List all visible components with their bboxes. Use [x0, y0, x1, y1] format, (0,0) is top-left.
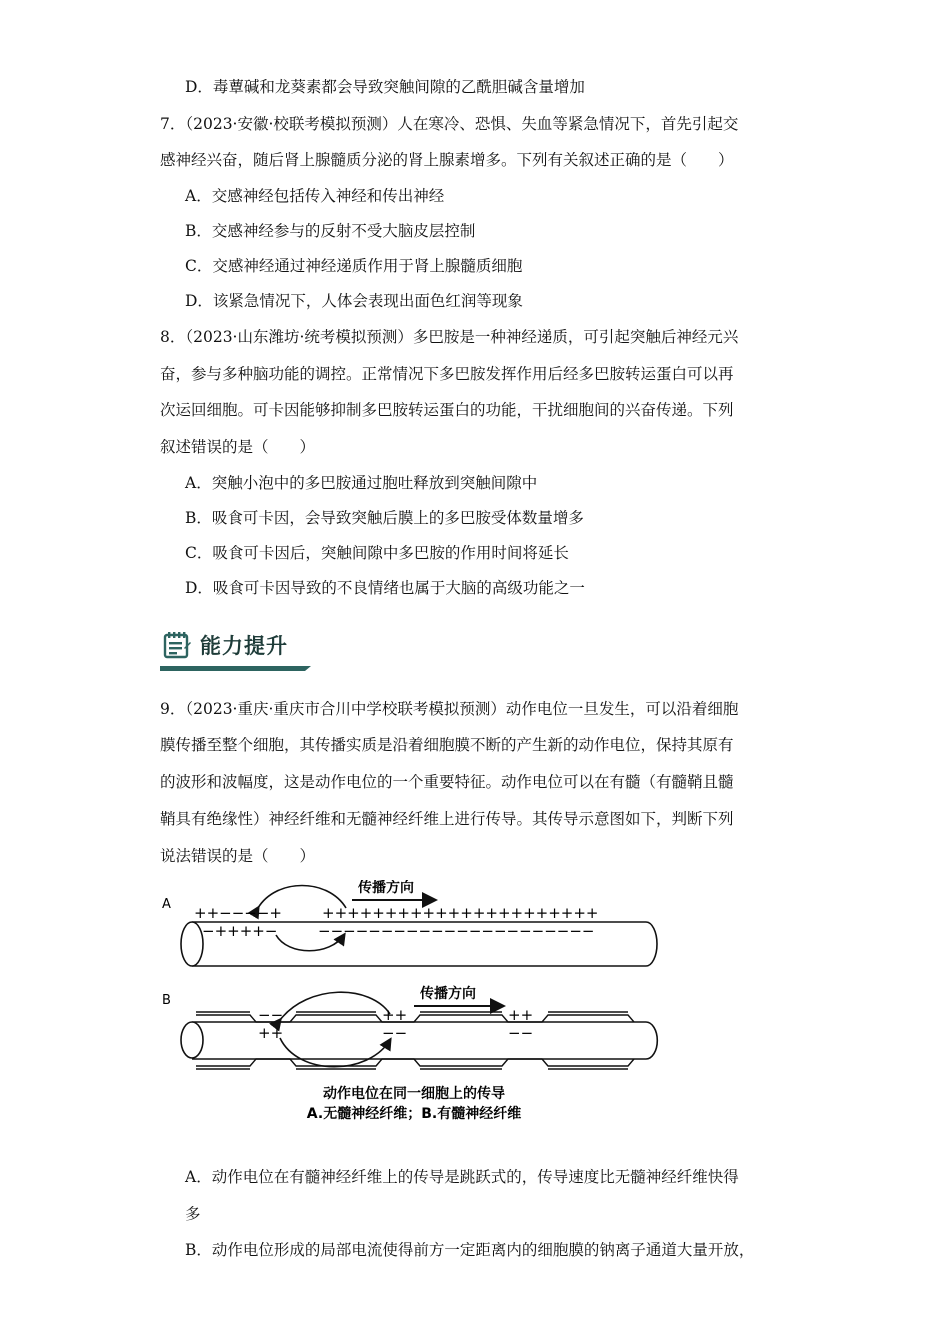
q7-option-b: B．交感神经参与的反射不受大脑皮层控制	[185, 222, 476, 240]
q9-option-a-line2: 多	[185, 1205, 201, 1223]
q9-stem-line5: 说法错误的是（ ）	[160, 847, 316, 865]
q7-option-c: C．交感神经通过神经递质作用于肾上腺髓质细胞	[185, 257, 523, 275]
figure-caption-line2: A.无髓神经纤维；B.有髓神经纤维	[306, 1106, 522, 1122]
q8-stem-line1: 8．（2023·山东潍坊·统考模拟预测）多巴胺是一种神经递质，可引起突触后神经元兴	[160, 328, 739, 346]
b-charges-bottom-1: ++	[258, 1024, 284, 1042]
fiber-a-end	[181, 922, 203, 966]
current-arrow-b-bottom	[280, 1038, 390, 1067]
notebook-icon	[162, 631, 192, 659]
q7-option-a: A．交感神经包括传入神经和传出神经	[185, 187, 445, 205]
b-charges-top-3: ++	[508, 1006, 534, 1024]
section-underline	[160, 666, 305, 671]
label-b: B	[162, 993, 171, 1008]
b-charges-bottom-2: −−	[382, 1024, 408, 1042]
q9-stem-line4: 鞘具有绝缘性）神经纤维和无髓神经纤维上进行传导。其传导示意图如下，判断下列	[160, 810, 734, 828]
direction-label-a: 传播方向	[358, 880, 414, 896]
q8-option-d: D．吸食可卡因导致的不良情绪也属于大脑的高级功能之一	[185, 579, 585, 597]
b-charges-top-1: −−	[258, 1006, 284, 1024]
q8-stem-line3: 次运回细胞。可卡因能够抑制多巴胺转运蛋白的功能，干扰细胞间的兴奋传递。下列	[160, 401, 734, 419]
q7-stem-line1: 7．（2023·安徽·校联考模拟预测）人在寒冷、恐惧、失血等紧急情况下，首先引起交	[160, 115, 739, 133]
fiber-b-end	[181, 1022, 203, 1058]
q9-stem-line2: 膜传播至整个细胞，其传播实质是沿着细胞膜不断的产生新的动作电位，保持其原有	[160, 736, 734, 754]
q8-stem-line2: 奋，参与多种脑功能的调控。正常情况下多巴胺发挥作用后经多巴胺转运蛋白可以再	[160, 365, 734, 383]
direction-label-b: 传播方向	[420, 986, 476, 1002]
q9-stem-line1: 9．（2023·重庆·重庆市合川中学校联考模拟预测）动作电位一旦发生，可以沿着细胞	[160, 700, 739, 718]
q6-option-d: D．毒蕈碱和龙葵素都会导致突触间隙的乙酰胆碱含量增加	[185, 78, 585, 96]
label-a: A	[162, 897, 171, 912]
a-charges-bottom-left: −++++−	[202, 922, 278, 940]
q8-stem-line4: 叙述错误的是（ ）	[160, 438, 316, 456]
q8-option-c: C．吸食可卡因后，突触间隙中多巴胺的作用时间将延长	[185, 544, 569, 562]
q7-stem-line2: 感神经兴奋，随后肾上腺髓质分泌的肾上腺素增多。下列有关叙述正确的是（ ）	[160, 151, 734, 169]
q8-option-a: A．突触小泡中的多巴胺通过胞吐释放到突触间隙中	[185, 474, 538, 492]
b-charges-top-2: ++	[382, 1006, 408, 1024]
q7-option-d: D．该紧急情况下，人体会表现出面色红润等现象	[185, 292, 523, 310]
b-charges-bottom-3: −−	[508, 1024, 534, 1042]
q9-option-a-line1: A．动作电位在有髓神经纤维上的传导是跳跃式的，传导速度比无髓神经纤维快得	[185, 1168, 739, 1186]
q9-stem-line3: 的波形和波幅度，这是动作电位的一个重要特征。动作电位可以在有髓（有髓鞘且髓	[160, 773, 734, 791]
section-title: 能力提升	[200, 634, 288, 658]
figure-caption-line1: 动作电位在同一细胞上的传导	[323, 1086, 505, 1102]
a-charges-top-left: ++−−−−+	[194, 904, 282, 922]
q9-option-b-line1: B．动作电位形成的局部电流使得前方一定距离内的细胞膜的钠离子通道大量开放，	[185, 1241, 755, 1259]
nerve-conduction-figure	[158, 880, 670, 1130]
a-charges-bottom-right: −−−−−−−−−−−−−−−−−−−−−−	[318, 922, 595, 940]
nerve-conduction-diagram	[158, 880, 670, 1130]
current-arrow-b-top	[280, 992, 390, 1020]
section-header	[160, 628, 310, 676]
a-charges-top-right: ++++++++++++++++++++++	[322, 904, 599, 922]
q8-option-b: B．吸食可卡因，会导致突触后膜上的多巴胺受体数量增多	[185, 509, 584, 527]
